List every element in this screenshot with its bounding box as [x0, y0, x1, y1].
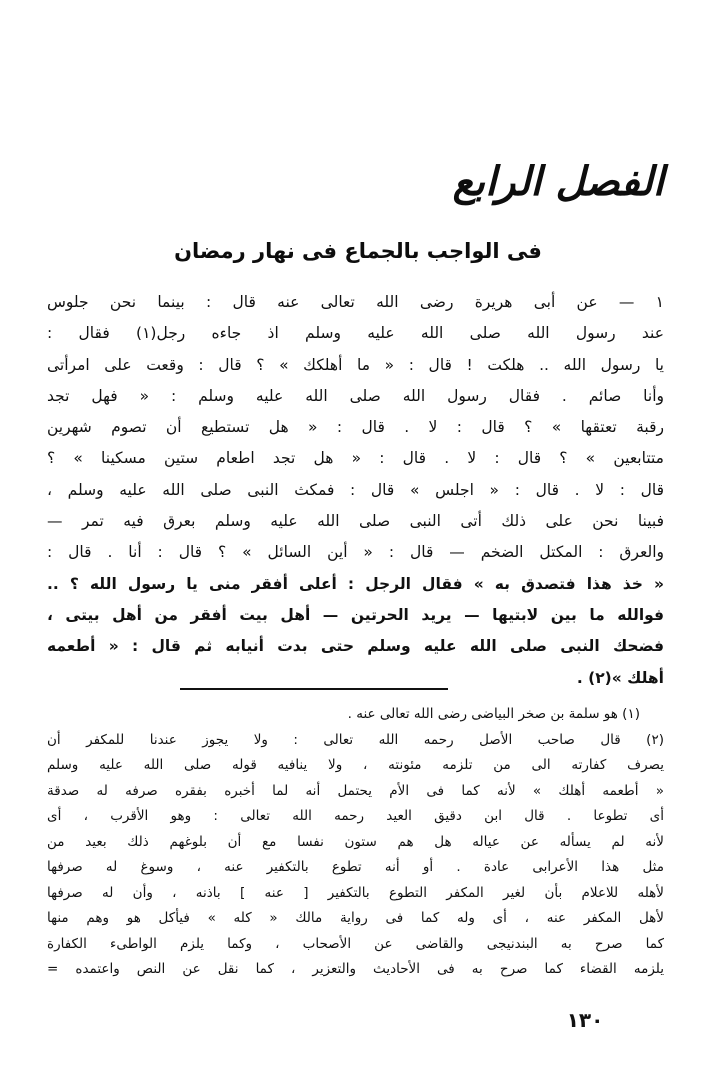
main-text: [47, 287, 664, 694]
footnote-line: أى تطوعا . قال ابن دقيق العيد رحمه الله تعالى : وهو الأقرب ، أى: [47, 808, 664, 824]
main-text-line: ١ — عن أبى هريرة رضى الله تعالى عنه قال : بينما نحن جلوس: [47, 293, 664, 311]
footnotes: [47, 702, 664, 983]
main-text-line: فوالله ما بين لابتيها — يريد الحرتين — أهل بيت أفقر من أهل بيتى ،: [47, 605, 664, 624]
footnote-line: مثل هذا الأعرابى عادة . أو أنه تطوع بالتكفير عنه ، وسوغ له صرفها: [47, 859, 664, 875]
footnote-line: يصرف كفارته الى من تلزمه مئونته ، ولا ينافيه قوله صلى الله عليه وسلم: [47, 757, 664, 773]
footnote-line: « أطعمه أهلك » لأنه كما فى الأم يحتمل أنه لما أخبره بفقره صرفه له صدقة: [47, 782, 664, 799]
footnote-line: لأنه لم يسأله عن عياله هل هم ستون نفسا مع أن بلوغهم ذلك بعيد من: [47, 833, 664, 850]
main-text-line: أهلك »(٢) .: [576, 668, 664, 687]
main-text-line: والعرق : المكتل الضخم — قال : « أين السائل » ؟ قال : أنا . قال :: [47, 543, 664, 562]
footnote-line: لأهله للاعلام بأن لغير المكفر التطوع بالتكفير [ عنه ] باذنه ، وأن له صرفها: [47, 884, 664, 901]
main-text-line: يا رسول الله .. هلكت ! قال : « ما أهلكك » ؟ قال : وقعت على امرأتى: [47, 355, 664, 374]
main-text-line: فبينا نحن على ذلك أتى النبى صلى الله عليه وسلم بعرق فيه تمر —: [47, 512, 664, 531]
footnote-line: يلزمه القضاء كما صرح به فى الأحاديث والتعزير ، كما نقل عن النص واعتمده =: [47, 961, 664, 977]
footnote-line: لأهل المكفر عنه ، أى وله كما فى رواية مالك « كله » فيأكل هو وهم منها: [47, 910, 664, 926]
chapter-title: الفصل الرابع: [452, 158, 664, 205]
section-title: فى الواجب بالجماع فى نهار رمضان: [174, 239, 542, 263]
main-text-line: قال : لا . قال : « اجلس » قال : فمكث النبى صلى الله عليه وسلم ،: [47, 480, 664, 499]
main-text-line: رقبة تعتقها » ؟ قال : لا . قال : « هل تستطيع أن تصوم شهرين: [47, 418, 664, 437]
main-text-line: عند رسول الله صلى الله عليه وسلم اذ جاءه رجل(١) فقال :: [47, 324, 664, 343]
page-number: ١٣٠: [566, 1008, 604, 1032]
footnote-line: (٢) قال صاحب الأصل رحمه الله تعالى : ولا يجوز عندنا للمكفر أن: [47, 731, 664, 748]
main-text-line: فضحك النبى صلى الله عليه وسلم حتى بدت أنيابه ثم قال : « أطعمه: [47, 637, 664, 656]
main-text-line: متتابعين » ؟ قال : لا . قال : « هل تجد اطعام ستين مسكينا » ؟: [47, 449, 664, 468]
footnote-line: (١) هو سلمة بن صخر البياضى رضى الله تعالى عنه .: [347, 706, 640, 722]
footnote-divider: [180, 688, 448, 690]
main-text-line: « خذ هذا فتصدق به » فقال الرجل : أعلى أفقر منى يا رسول الله ؟ ..: [47, 574, 664, 593]
main-text-line: وأنا صائم . فقال رسول الله صلى الله عليه وسلم : « فهل تجد: [47, 386, 664, 405]
footnote-line: كما صرح به البندنيجى والقاضى عن الأصحاب ، وكما يلزم الواطىء الكفارة: [47, 935, 664, 952]
